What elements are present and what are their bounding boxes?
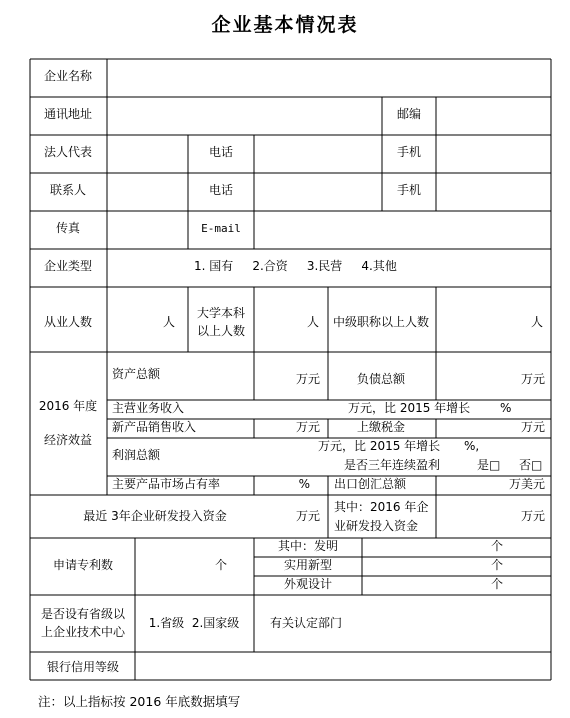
three-year-yes: 是□ xyxy=(477,458,501,472)
label-tech-center-line2: 上企业技术中心 xyxy=(40,625,126,639)
design-unit: 个 xyxy=(490,577,504,591)
rd-2016-unit: 万元 xyxy=(520,509,545,523)
bank-credit-input[interactable] xyxy=(136,653,550,679)
label-employees: 从业人数 xyxy=(43,315,93,329)
phone-2-input[interactable] xyxy=(255,174,381,210)
rd-recent3-unit: 万元 xyxy=(295,509,320,523)
main-revenue-percent: % xyxy=(500,401,512,415)
label-bachelor-line1: 大学本科 xyxy=(196,306,246,320)
label-total-assets: 资产总额 xyxy=(112,367,161,381)
legal-rep-input[interactable] xyxy=(108,136,187,172)
label-total-liabilities: 负债总额 xyxy=(356,372,406,386)
profit-growth-text: 万元，比 2015 年增长 xyxy=(318,439,441,453)
label-econ-benefit: 经济效益 xyxy=(43,433,93,447)
contact-input[interactable] xyxy=(108,174,187,210)
invention-unit: 个 xyxy=(490,539,504,553)
label-enterprise-type: 企业类型 xyxy=(43,259,93,273)
label-mobile-2: 手机 xyxy=(396,183,422,197)
total-liabilities-unit: 万元 xyxy=(520,372,545,386)
employees-unit: 人 xyxy=(162,315,175,329)
label-legal-rep: 法人代表 xyxy=(43,145,93,159)
label-company-name: 企业名称 xyxy=(43,69,93,83)
postcode-input[interactable] xyxy=(437,98,550,134)
label-econ-year: 2016 年度 xyxy=(38,399,98,413)
bachelor-unit: 人 xyxy=(306,315,319,329)
export-unit: 万美元 xyxy=(508,477,545,491)
label-bank-credit: 银行信用等级 xyxy=(46,660,120,674)
label-address: 通讯地址 xyxy=(43,107,93,121)
label-email: E-mail xyxy=(201,222,241,235)
mid-title-unit: 人 xyxy=(530,315,543,329)
label-invention: 其中：发明 xyxy=(277,539,339,553)
tax-paid-unit: 万元 xyxy=(520,420,545,434)
label-utility-model: 实用新型 xyxy=(283,558,333,572)
label-cert-dept: 有关认定部门 xyxy=(269,616,343,630)
label-phone-2: 电话 xyxy=(208,183,234,197)
tech-center-options: 1.省级 2.国家级 xyxy=(148,616,240,630)
utility-model-unit: 个 xyxy=(490,558,504,572)
label-tech-center-line1: 是否设有省级以 xyxy=(40,607,126,621)
profit-growth-percent: %, xyxy=(464,439,480,453)
email-input[interactable] xyxy=(255,212,550,248)
label-main-revenue: 主营业务收入 xyxy=(112,401,185,415)
label-mobile-1: 手机 xyxy=(396,145,422,159)
label-bachelor-line2: 以上人数 xyxy=(196,324,246,338)
enterprise-type-options: 1. 国有 2.合资 3.民营 4.其他 xyxy=(194,259,397,273)
label-total-profit: 利润总额 xyxy=(112,448,161,462)
three-year-no: 否□ xyxy=(519,458,543,472)
form-title: 企业基本情况表 xyxy=(211,14,359,36)
new-product-unit: 万元 xyxy=(295,420,320,434)
label-design: 外观设计 xyxy=(283,577,333,591)
label-export-amount: 出口创汇总额 xyxy=(334,477,407,491)
label-rd-recent3: 最近 3年企业研发投入资金 xyxy=(83,509,227,523)
label-three-year-profit: 是否三年连续盈利 xyxy=(344,458,441,472)
mobile-2-input[interactable] xyxy=(437,174,550,210)
phone-1-input[interactable] xyxy=(255,136,381,172)
label-fax: 传真 xyxy=(55,221,81,235)
label-rd-2016-line1: 其中：2016 年企 xyxy=(334,500,429,514)
fax-input[interactable] xyxy=(108,212,187,248)
label-postcode: 邮编 xyxy=(396,107,422,121)
address-input[interactable] xyxy=(108,98,381,134)
market-share-percent: % xyxy=(298,477,310,491)
total-assets-unit: 万元 xyxy=(295,372,320,386)
label-contact: 联系人 xyxy=(49,183,87,197)
label-rd-2016-line2: 业研发投入资金 xyxy=(334,519,419,533)
label-phone-1: 电话 xyxy=(208,145,234,159)
label-new-product-sales: 新产品销售收入 xyxy=(112,420,197,434)
mobile-1-input[interactable] xyxy=(437,136,550,172)
label-patents: 申请专利数 xyxy=(52,558,114,572)
patents-unit: 个 xyxy=(214,558,228,572)
footnote: 注：以上指标按 2016 年底数据填写 xyxy=(38,694,241,709)
main-revenue-suffix: 万元，比 2015 年增长 xyxy=(348,401,471,415)
company-name-input[interactable] xyxy=(108,60,550,96)
label-market-share: 主要产品市场占有率 xyxy=(112,477,221,491)
cert-dept-input[interactable] xyxy=(363,596,550,651)
label-tax-paid: 上缴税金 xyxy=(356,420,406,434)
label-mid-title: 中级职称以上人数 xyxy=(332,315,430,329)
